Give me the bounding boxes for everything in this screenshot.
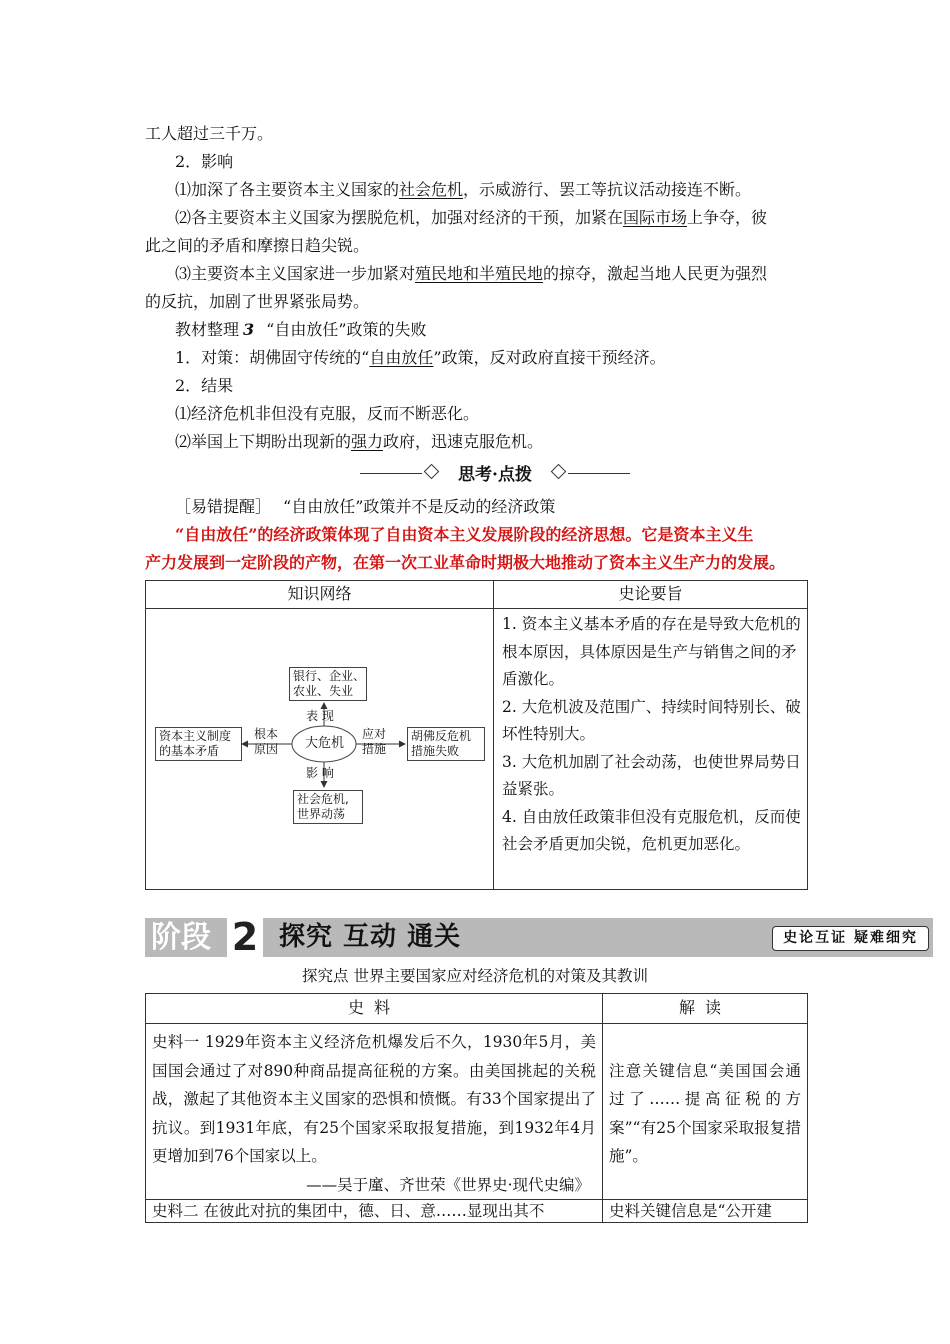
knowledge-point: 1. 资本主义基本矛盾的存在是导致大危机的根本原因，具体原因是生产与销售之间的矛盾激化。 xyxy=(502,615,801,688)
text-line: 工人超过三千万。 xyxy=(145,124,274,143)
impact-item-3: ⑶主要资本主义国家进一步加紧对殖民地和半殖民地的掠夺，激起当地人民更为强烈 xyxy=(175,264,768,283)
knowledge-points xyxy=(494,609,808,890)
stage-tag: 史论互证 疑难细究 xyxy=(772,926,929,951)
source-head-right: 解读 xyxy=(603,994,808,1024)
tip-line: ［易错提醒］ “自由放任”政策并不是反动的经济政策 xyxy=(175,497,556,516)
diagram-center: 大危机 xyxy=(305,736,345,751)
source-1-citation: ——吴于廑、齐世荣《世界史·现代史编》 xyxy=(306,1175,590,1194)
knowledge-point: 2. 大危机波及范围广、持续时间特别长、破坏性特别大。 xyxy=(502,697,801,743)
impact-item-2-cont: 此之间的矛盾和摩擦日趋尖锐。 xyxy=(145,236,370,255)
diagram-bottom-box: 社会危机, 世界动荡 xyxy=(293,790,363,824)
impact-item-3-cont: 的反抗，加剧了世界紧张局势。 xyxy=(145,292,370,311)
knowledge-point: 4. 自由放任政策非但没有克服危机，反而使社会矛盾更加尖锐，危机更加恶化。 xyxy=(502,807,801,853)
knowledge-head-right: 史论要旨 xyxy=(494,581,808,609)
impact-item-1: ⑴加深了各主要资本主义国家的社会危机，示威游行、罢工等抗议活动接连不断。 xyxy=(175,180,752,199)
source-table xyxy=(145,993,808,1223)
source-head-left: 史料 xyxy=(146,994,603,1024)
knowledge-diagram xyxy=(146,609,493,889)
stage-banner xyxy=(145,915,933,959)
section-3-heading: 教材整理 3 “自由放任”政策的失败 xyxy=(175,320,427,339)
stage-number: 2 xyxy=(227,918,263,957)
knowledge-point: 3. 大危机加剧了社会动荡，也使世界局势日益紧张。 xyxy=(502,752,801,798)
source-2: 史料二 在彼此对抗的集团中，德、日、意……显现出其不 xyxy=(146,1200,603,1223)
policy-item: 1．对策：胡佛固守传统的“自由放任”政策，反对政府直接干预经济。 xyxy=(175,348,666,367)
diagram-bottom-label: 影 响 xyxy=(306,766,334,780)
interpretation-1: 注意关键信息“美国国会通过了……提高征税的方案”“有25个国家采取报复措施”。 xyxy=(603,1024,808,1200)
tip-explain-2: 产力发展到一定阶段的产物，在第一次工业革命时期极大地推动了资本主义生产力的发展。 xyxy=(145,553,786,572)
source-1: 史料一 1929年资本主义经济危机爆发后不久，1930年5月，美国国会通过了对890种商品提高征税的方案。由美国挑起的关税战，激起了其他资本主义国家的恐惧和愤慨。有33个国家提出了抗议。到1931年底，有25个国家采取报复措施，到1932年4月更增加到76个国家以上。 ——吴于廑、齐世荣《世界史·现代史编》 xyxy=(146,1024,603,1200)
result-heading: 2．结果 xyxy=(175,376,234,395)
diagram-top-label: 表 现 xyxy=(306,709,334,723)
knowledge-diagram-cell xyxy=(146,609,494,890)
explore-title: 探究点 世界主要国家应对经济危机的对策及其教训 xyxy=(302,967,648,985)
think-section-title: 思考·点拨 xyxy=(360,460,630,486)
diagram-left-box: 资本主义制度 的基本矛盾 xyxy=(155,727,242,761)
stage-title: 探究 互动 通关 xyxy=(279,922,462,952)
tip-explain-1: “自由放任”的经济政策体现了自由资本主义发展阶段的经济思想。它是资本主义生 xyxy=(175,525,754,544)
impact-item-2: ⑵各主要资本主义国家为摆脱危机，加强对经济的干预，加紧在国际市场上争夺，彼 xyxy=(175,208,768,227)
diagram-top-box: 银行、企业、 农业、失业 xyxy=(289,667,367,701)
impact-heading: 2．影响 xyxy=(175,152,234,171)
result-item-2: ⑵举国上下期盼出现新的强力政府，迅速克服危机。 xyxy=(175,432,544,451)
stage-label: 阶段 xyxy=(151,920,211,955)
diagram-right-box: 胡佛反危机 措施失败 xyxy=(407,727,485,761)
diagram-right-label: 应对 措施 xyxy=(362,727,387,756)
interpretation-2: 史料关键信息是“公开建 xyxy=(603,1200,808,1223)
result-item-1: ⑴经济危机非但没有克服，反而不断恶化。 xyxy=(175,404,480,423)
diagram-left-label: 根本 原因 xyxy=(254,727,279,756)
knowledge-table xyxy=(145,580,808,890)
knowledge-head-left: 知识网络 xyxy=(146,581,494,609)
